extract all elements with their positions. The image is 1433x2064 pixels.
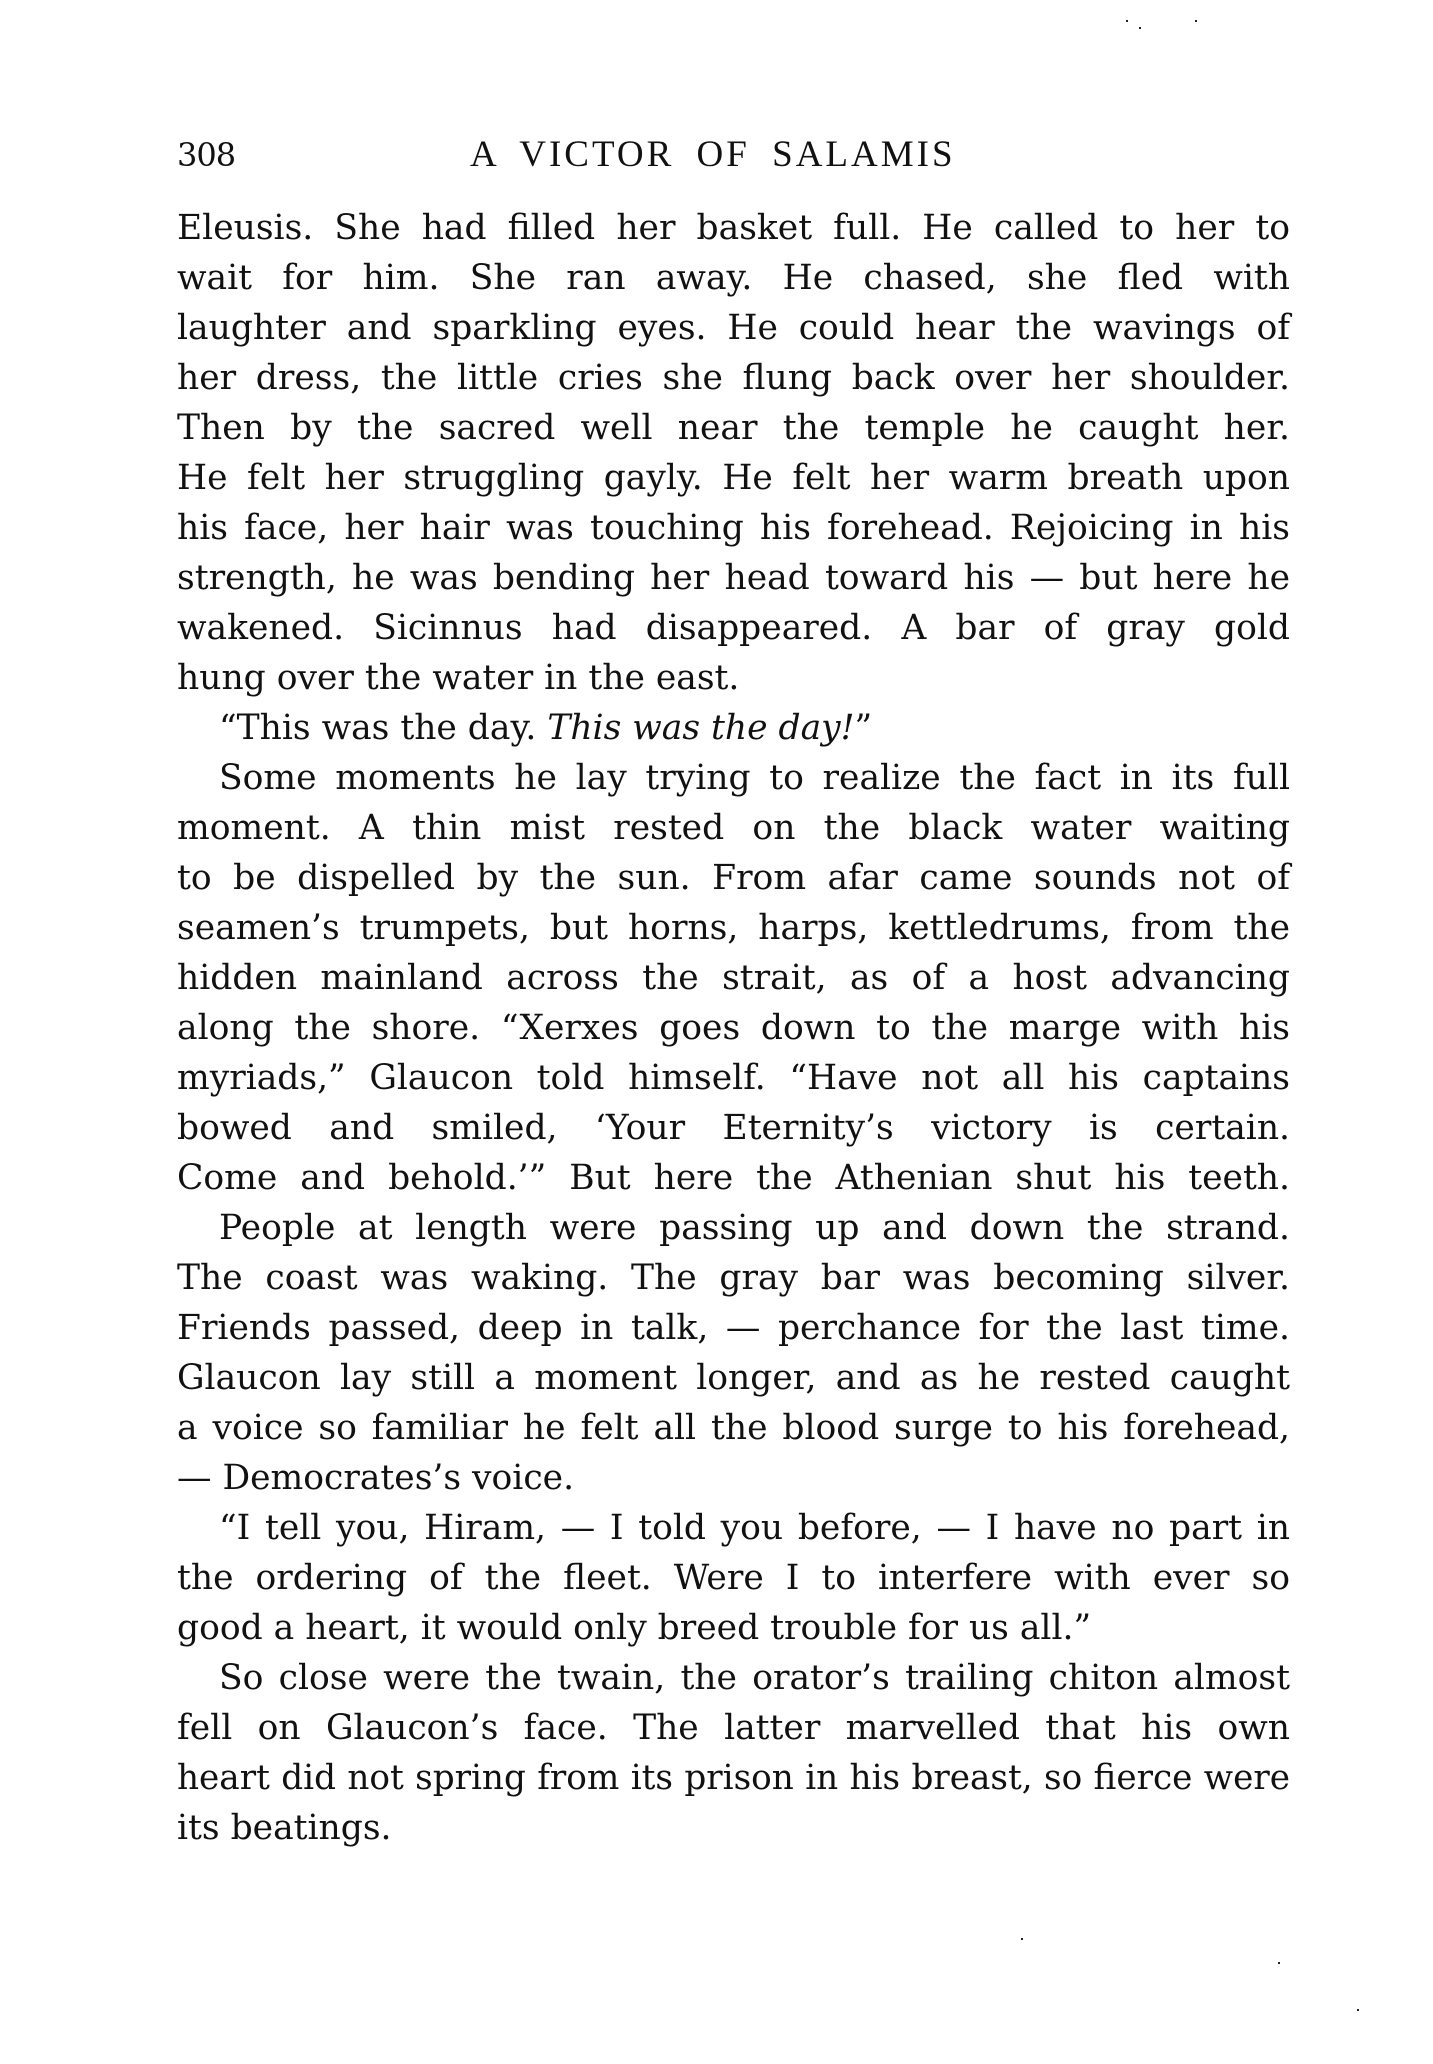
running-head <box>177 132 1290 178</box>
paper-speck <box>1139 27 1141 29</box>
text-line: along the shore. “Xerxes goes down to the marge with his <box>177 1008 1290 1048</box>
text-line: Then by the sacred well near the temple he caught her. <box>177 408 1290 448</box>
text-line: hidden mainland across the strait, as of a host advancing <box>177 958 1290 998</box>
running-title: A VICTOR OF SALAMIS <box>470 134 956 175</box>
text-line: heart did not spring from its prison in his breast, so fierce were <box>177 1758 1290 1798</box>
text-line: Some moments he lay trying to realize the fact in its full <box>219 758 1290 798</box>
text-line: strength, he was bending her head toward his — but here he <box>177 558 1290 598</box>
text-line: his face, her hair was touching his forehead. Rejoicing in his <box>177 508 1290 548</box>
quote-plain: “This was the day. <box>219 708 548 748</box>
text-line: wait for him. She ran away. He chased, she fled with <box>177 258 1290 298</box>
text-line: myriads,” Glaucon told himself. “Have not all his captains <box>177 1058 1290 1098</box>
quote-close: ” <box>854 708 873 748</box>
text-line: Eleusis. She had filled her basket full. He called to her to <box>177 208 1290 248</box>
text-line: seamen’s trumpets, but horns, harps, kettledrums, from the <box>177 908 1290 948</box>
text-line: He felt her struggling gayly. He felt her warm breath upon <box>177 458 1290 498</box>
text-line: fell on Glaucon’s face. The latter marvelled that his own <box>177 1708 1290 1748</box>
text-line: its beatings. <box>177 1808 392 1848</box>
page-number: 308 <box>177 136 236 174</box>
text-line: her dress, the little cries she flung back over her shoulder. <box>177 358 1290 398</box>
text-line: hung over the water in the east. <box>177 658 740 698</box>
text-line: So close were the twain, the orator’s trailing chiton almost <box>219 1658 1290 1698</box>
paper-speck <box>1126 20 1128 22</box>
text-line: Come and behold.’” But here the Athenian shut his teeth. <box>177 1158 1290 1198</box>
quote-italic: This was the day! <box>547 708 855 748</box>
text-line: wakened. Sicinnus had disappeared. A bar of gray gold <box>177 608 1290 648</box>
text-line: “I tell you, Hiram, — I told you before, — I have no part in <box>219 1508 1290 1548</box>
text-line: laughter and sparkling eyes. He could hear the wavings of <box>177 308 1290 348</box>
paper-speck <box>1021 1938 1023 1940</box>
text-line: Friends passed, deep in talk, — perchance for the last time. <box>177 1308 1290 1348</box>
text-line-quote <box>177 703 1290 753</box>
text-line: good a heart, it would only breed trouble for us all.” <box>177 1608 1092 1648</box>
paper-speck <box>1195 20 1197 22</box>
text-line: to be dispelled by the sun. From afar came sounds not of <box>177 858 1290 898</box>
text-line: — Democrates’s voice. <box>177 1458 575 1498</box>
text-line: the ordering of the fleet. Were I to interfere with ever so <box>177 1558 1290 1598</box>
text-line: The coast was waking. The gray bar was becoming silver. <box>177 1258 1290 1298</box>
text-line: bowed and smiled, ‘Your Eternity’s victory is certain. <box>177 1108 1290 1148</box>
body-text <box>177 203 1290 1853</box>
text-line: moment. A thin mist rested on the black water waiting <box>177 808 1290 848</box>
text-line: a voice so familiar he felt all the blood surge to his forehead, <box>177 1408 1290 1448</box>
paper-speck <box>1357 2009 1359 2011</box>
text-line: Glaucon lay still a moment longer, and as he rested caught <box>177 1358 1290 1398</box>
text-line: People at length were passing up and down the strand. <box>219 1208 1290 1248</box>
paper-speck <box>1278 1962 1280 1964</box>
